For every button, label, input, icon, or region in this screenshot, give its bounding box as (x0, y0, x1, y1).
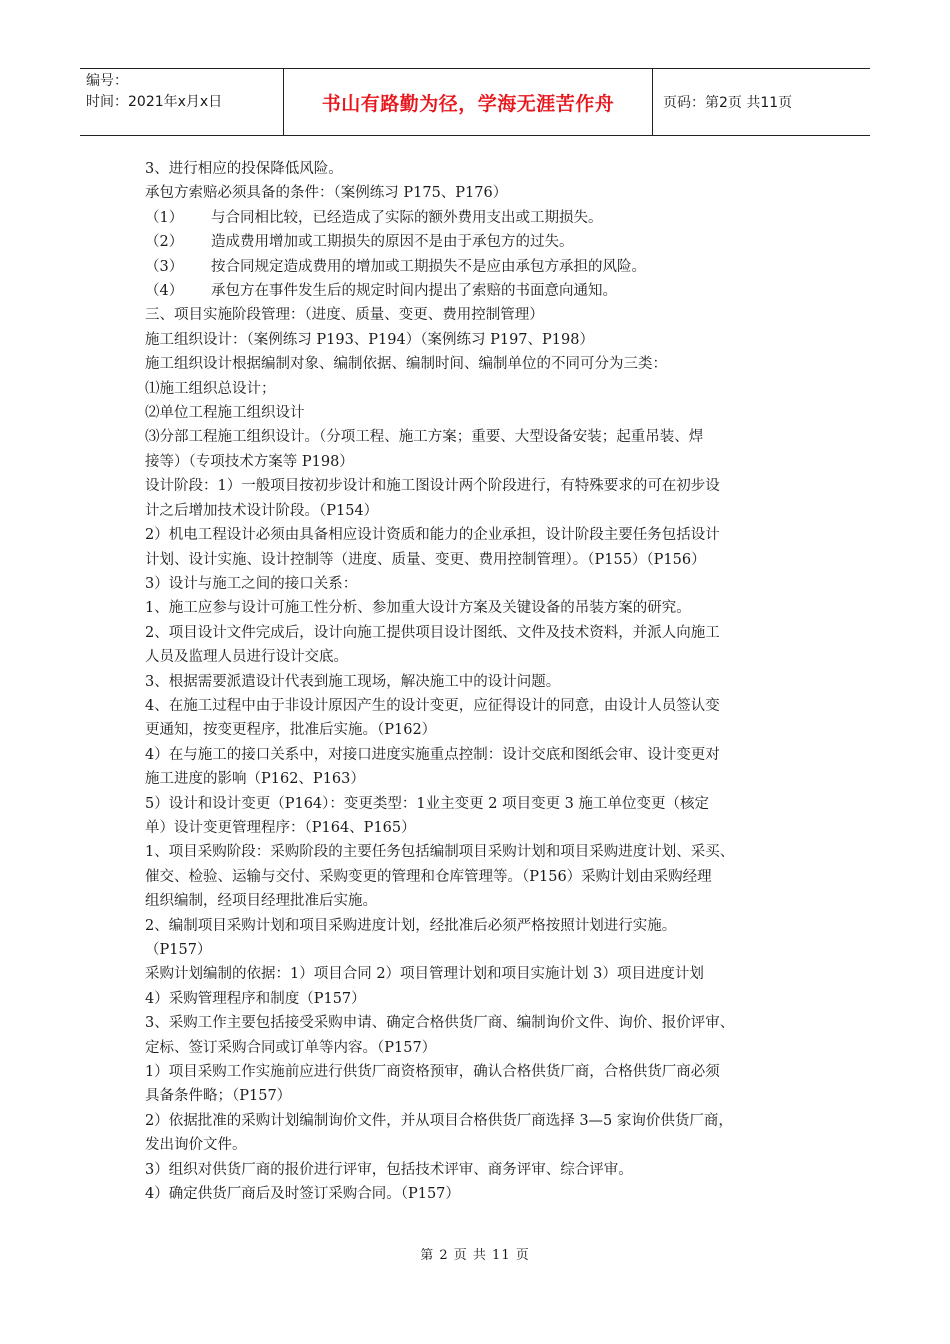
list-text: 与合同相比较，已经造成了实际的额外费用支出或工期损失。 (211, 209, 603, 226)
text-line: 具备条件略；（P157） (145, 1088, 292, 1105)
text-line: ⑴施工组织总设计； (145, 380, 276, 397)
text-line: 施工组织设计：（案例练习 P193、P194）（案例练习 P197、P198） (145, 331, 594, 348)
text-line: 发出询价文件。 (145, 1137, 247, 1154)
text-line: 施工组织设计根据编制对象、编制依据、编制时间、编制单位的不同可分为三类： (145, 356, 667, 373)
text-line: 施工进度的影响（P162、P163） (145, 771, 365, 788)
text-line: 接等）（专项技术方案等 P198） (145, 453, 354, 470)
text-line (145, 255, 813, 279)
text-line: 1、项目采购阶段：采购阶段的主要任务包括编制项目采购计划和项目采购进度计划、采买、 (145, 844, 735, 861)
list-text: 按合同规定造成费用的增加或工期损失不是应由承包方承担的风险。 (211, 258, 646, 275)
text-line: （P157） (145, 942, 212, 958)
list-number: （2） (145, 234, 184, 251)
list-text: 承包方在事件发生后的规定时间内提出了索赔的书面意向通知。 (211, 283, 617, 300)
text-line: 人员及监理人员进行设计交底。 (145, 649, 348, 666)
text-line: 3）组织对供货厂商的报价进行评审，包括技术评审、商务评审、综合评审。 (145, 1161, 633, 1178)
text-line: 承包方索赔必须具备的条件：（案例练习 P175、P176） (145, 185, 508, 202)
text-line: 更通知，按变更程序，批准后实施。（P162） (145, 722, 437, 739)
text-line: 3、进行相应的投保降低风险。 (145, 161, 343, 177)
text-line: 组织编制，经项目经理批准后实施。 (145, 893, 377, 910)
text-line: 2、编制项目采购计划和项目采购进度计划，经批准后必须严格按照计划进行实施。 (145, 917, 677, 934)
document-body (145, 157, 813, 1206)
date-label: 时间：2021年x月x日 (86, 94, 223, 110)
text-line: ⑶分部工程施工组织设计。（分项工程、施工方案；重要、大型设备安装；起重吊装、焊 (145, 429, 704, 446)
text-line: 4）采购管理程序和制度（P157） (145, 990, 366, 1007)
text-line: ⑵单位工程施工组织设计 (145, 405, 305, 422)
text-line: 5）设计和设计变更（P164）：变更类型：1业主变更 2 项目变更 3 施工单位变更（核定 (145, 795, 710, 812)
text-line: 三、项目实施阶段管理：（进度、质量、变更、费用控制管理） (145, 307, 544, 324)
text-line: 2）依据批准的采购计划编制询价文件，并从项目合格供货厂商选择 3—5 家询价供货厂商， (145, 1112, 733, 1129)
text-line (145, 206, 813, 230)
header-info-cell (80, 69, 283, 135)
text-line: 1）项目采购工作实施前应进行供货厂商资格预审，确认合格供货厂商，合格供货厂商必须 (145, 1064, 720, 1081)
text-line: 设计阶段：1）一般项目按初步设计和施工图设计两个阶段进行，有特殊要求的可在初步设 (145, 478, 720, 495)
text-line: 1、施工应参与设计可施工性分析、参加重大设计方案及关键设备的吊装方案的研究。 (145, 600, 691, 617)
text-line: 3）设计与施工之间的接口关系： (145, 575, 358, 592)
page-info: 页码：第2页 共11页 (663, 95, 793, 111)
code-label: 编号： (86, 73, 128, 89)
text-line: 3、采购工作主要包括接受采购申请、确定合格供货厂商、编制询价文件、询价、报价评审、 (145, 1015, 735, 1032)
text-line: 4、在施工过程中由于非设计原因产生的设计变更，应征得设计的同意，由设计人员签认变 (145, 697, 720, 714)
page-footer: 第 2 页 共 11 页 (420, 1248, 530, 1263)
motto-text: 书山有路勤为径，学海无涯苦作舟 (321, 92, 615, 115)
text-line: 2）机电工程设计必须由具备相应设计资质和能力的企业承担，设计阶段主要任务包括设计 (145, 527, 720, 544)
text-line: 计之后增加技术设计阶段。（P154） (145, 502, 379, 519)
text-line: 3、根据需要派遣设计代表到施工现场，解决施工中的设计问题。 (145, 673, 561, 690)
text-line: 4）确定供货厂商后及时签订采购合同。（P157） (145, 1186, 460, 1203)
list-number: （1） (145, 209, 184, 226)
text-line: 计划、设计实施、设计控制等（进度、质量、变更、费用控制管理）。（P155）（P156） (145, 551, 706, 568)
text-line: 定标、签订采购合同或订单等内容。（P157） (145, 1039, 437, 1056)
list-number: （3） (145, 258, 184, 275)
header-motto-cell (283, 69, 653, 135)
header-page-cell (653, 69, 870, 135)
text-line (145, 230, 813, 254)
list-number: （4） (145, 283, 184, 300)
list-text: 造成费用增加或工期损失的原因不是由于承包方的过失。 (211, 234, 574, 251)
text-line: 催交、检验、运输与交付、采购变更的管理和仓库管理等。（P156）采购计划由采购经理 (145, 868, 712, 885)
header-table (80, 68, 870, 136)
text-line: 采购计划编制的依据：1）项目合同 2）项目管理计划和项目实施计划 3）项目进度计划 (145, 966, 704, 983)
text-line (145, 279, 813, 303)
text-line: 4）在与施工的接口关系中，对接口进度实施重点控制：设计交底和图纸会审、设计变更对 (145, 746, 720, 763)
text-line: 单）设计变更管理程序：（P164、P165） (145, 819, 416, 836)
text-line: 2、项目设计文件完成后，设计向施工提供项目设计图纸、文件及技术资料，并派人向施工 (145, 624, 720, 641)
